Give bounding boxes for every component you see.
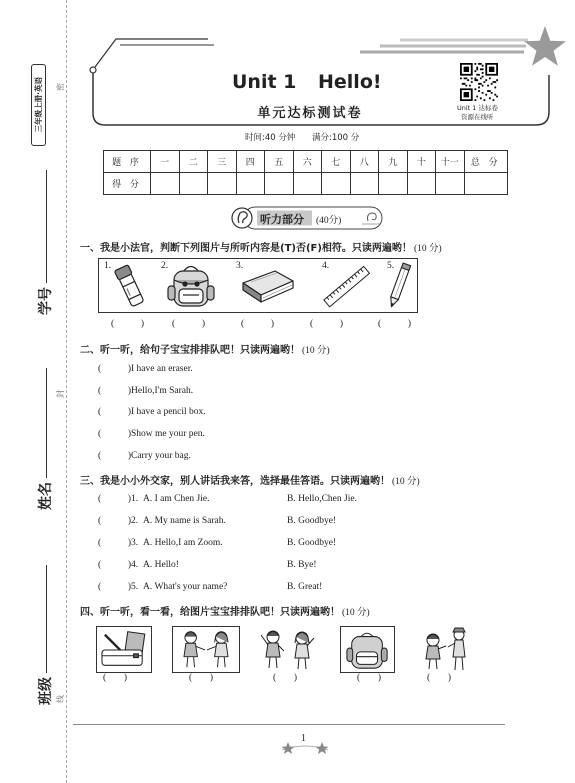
seal-char-bottom: 线 [56,695,65,703]
sentence-row [98,386,518,400]
sentence-row [98,429,518,443]
option-b: B. Goodbye! [287,516,337,526]
score-cell [293,173,322,195]
children-meeting-icon [415,626,475,673]
column-header: 三 [208,151,237,173]
option-b: B. Hello,Chen Jie. [287,494,357,504]
section2-points: (10 分) [302,346,330,356]
page-number: 1 [301,733,306,744]
score-table-header-row [104,151,508,173]
qr-caption-line1: Unit 1 达标卷 [457,104,498,112]
question-order-label: 题 序 [104,151,151,173]
score-cell [436,173,465,195]
question-number: 5. [131,582,139,592]
section1-heading-text: 一、我是小法官，判断下列图片与所听内容是(T)否(F)相符。只读两遍哟！ [80,243,412,254]
pencil-icon [385,261,413,311]
answer-blank: ( ) [427,673,451,683]
answer-blank: ( ) [273,673,297,683]
answer-blank: ( ) [98,386,131,396]
column-header: 四 [236,151,265,173]
option-a: A. What's your name? [143,582,228,592]
section3-heading-text: 三、我是小小外交家，别人讲话我来答，选择最佳答语。只读两遍哟！ [80,476,390,487]
picture-number: 2. [161,261,169,271]
question-number: 4. [131,560,139,570]
star-icon [282,742,295,754]
question-number: 3. [131,538,139,548]
column-header: 七 [322,151,351,173]
qr-caption-line2: 资源在线听 [461,113,494,121]
children-waving-icon [258,626,318,673]
sentence-row [98,364,518,378]
seal-char-top: 密 [56,83,65,91]
answer-blank: ( ) [310,319,343,329]
school-bag-icon [340,626,395,673]
answer-blank: ( ) [98,429,131,439]
answer-blank: ( ) [98,538,131,548]
question-row [98,538,518,552]
question-number: 1. [131,494,139,504]
sentence-text: Carry your bag. [131,451,191,461]
section1-points: (10 分) [413,244,442,254]
option-b: B. Goodbye! [287,538,337,548]
section4-heading [80,603,370,618]
section2-heading [80,341,330,356]
score-cell [464,173,508,195]
grade-label: 三年级上册·英语 [33,77,43,133]
column-header: 一 [151,151,180,173]
children-greeting-icon [172,626,240,673]
picture-number: 4. [322,261,330,271]
option-a: A. I am Chen Jie. [143,494,210,504]
question-row [98,582,518,596]
answer-blank: ( ) [98,560,131,570]
column-header: 十一 [436,151,465,173]
column-header: 二 [179,151,208,173]
question-row [98,560,518,574]
qr-code-icon [460,63,498,101]
answer-blank: ( ) [98,451,131,461]
class-line [46,565,47,673]
score-table [103,150,508,195]
section4-points: (10 分) [342,608,370,618]
sentence-text: Hello,I'm Sarah. [131,386,194,396]
total-column-header: 总 分 [464,151,508,173]
question-row [98,494,518,508]
book-icon [239,267,295,307]
sentence-row [98,407,518,421]
score-cell [350,173,379,195]
picture-number: 1. [104,261,112,271]
sentence-text: Show me your pen. [131,429,205,439]
section1-picture-strip [98,258,418,313]
glue-stick-icon [113,262,147,310]
section3-points: (10 分) [392,477,420,487]
unit-title: Unit 1 [232,71,297,93]
score-cell [208,173,237,195]
section3-heading [80,472,420,487]
name-line [46,368,47,478]
grade-label-box [31,64,46,146]
answer-blank: ( ) [98,364,131,374]
exam-time: 时间:40 分钟 [245,133,296,143]
answer-blank: ( ) [103,673,127,683]
score-label: 得 分 [104,173,151,195]
section1-heading [80,239,442,254]
option-a: A. My name is Sarah. [143,516,226,526]
section2-heading-text: 二、听一听，给句子宝宝排排队吧！只读两遍哟！ [80,345,300,356]
class-label: 班级 [38,677,54,705]
answer-blank: ( ) [378,319,411,329]
listening-banner [230,204,387,232]
answer-blank: ( ) [98,494,131,504]
score-cell [236,173,265,195]
answer-blank: ( ) [98,407,131,417]
score-cell [151,173,180,195]
listening-banner-frame [230,204,387,232]
answer-blank: ( ) [98,582,131,592]
answer-blank: ( ) [357,673,381,683]
sentence-text: I have a pencil box. [131,407,206,417]
picture-number: 3. [236,261,244,271]
exam-subtitle: 单元达标测试卷 [257,106,363,121]
picture-number: 5. [387,261,395,271]
option-a: A. Hello,I am Zoom. [143,538,223,548]
column-header: 十 [407,151,436,173]
answer-blank: ( ) [241,319,274,329]
column-header: 六 [293,151,322,173]
answer-blank: ( ) [172,319,205,329]
ear-icon [232,208,252,228]
binding-dashed-line [66,0,67,783]
school-bag-icon [165,260,217,310]
score-table-score-row [104,173,508,195]
score-cell [322,173,351,195]
column-header: 五 [265,151,294,173]
option-b: B. Bye! [287,560,317,570]
question-number: 2. [131,516,139,526]
score-cell [379,173,408,195]
name-label: 姓名 [38,482,54,510]
student-no-line [46,170,47,283]
score-cell [265,173,294,195]
star-icon [524,26,566,66]
ruler-icon [319,262,374,312]
listening-points: (40分) [316,216,342,226]
answer-blank: ( ) [189,673,213,683]
question-row [98,516,518,530]
pencil-box-icon [96,626,152,673]
listening-title: 听力部分 [260,213,304,226]
sentence-row [98,451,518,465]
star-icon [316,742,329,754]
score-cell [407,173,436,195]
column-header: 八 [350,151,379,173]
answer-blank: ( ) [98,516,131,526]
lesson-title: Hello! [318,71,382,93]
seal-char-middle: 封 [56,390,65,398]
sentence-text: I have an eraser. [131,364,193,374]
section4-heading-text: 四、听一听，看一看，给图片宝宝排排队吧！只读两遍哟！ [80,607,340,618]
answer-blank: ( ) [111,319,144,329]
exam-full-score: 满分:100 分 [312,133,360,143]
option-b: B. Great! [287,582,323,592]
score-cell [179,173,208,195]
student-no-label: 学号 [38,287,54,315]
column-header: 九 [379,151,408,173]
option-a: A. Hello! [143,560,179,570]
footer-rule [73,724,505,725]
